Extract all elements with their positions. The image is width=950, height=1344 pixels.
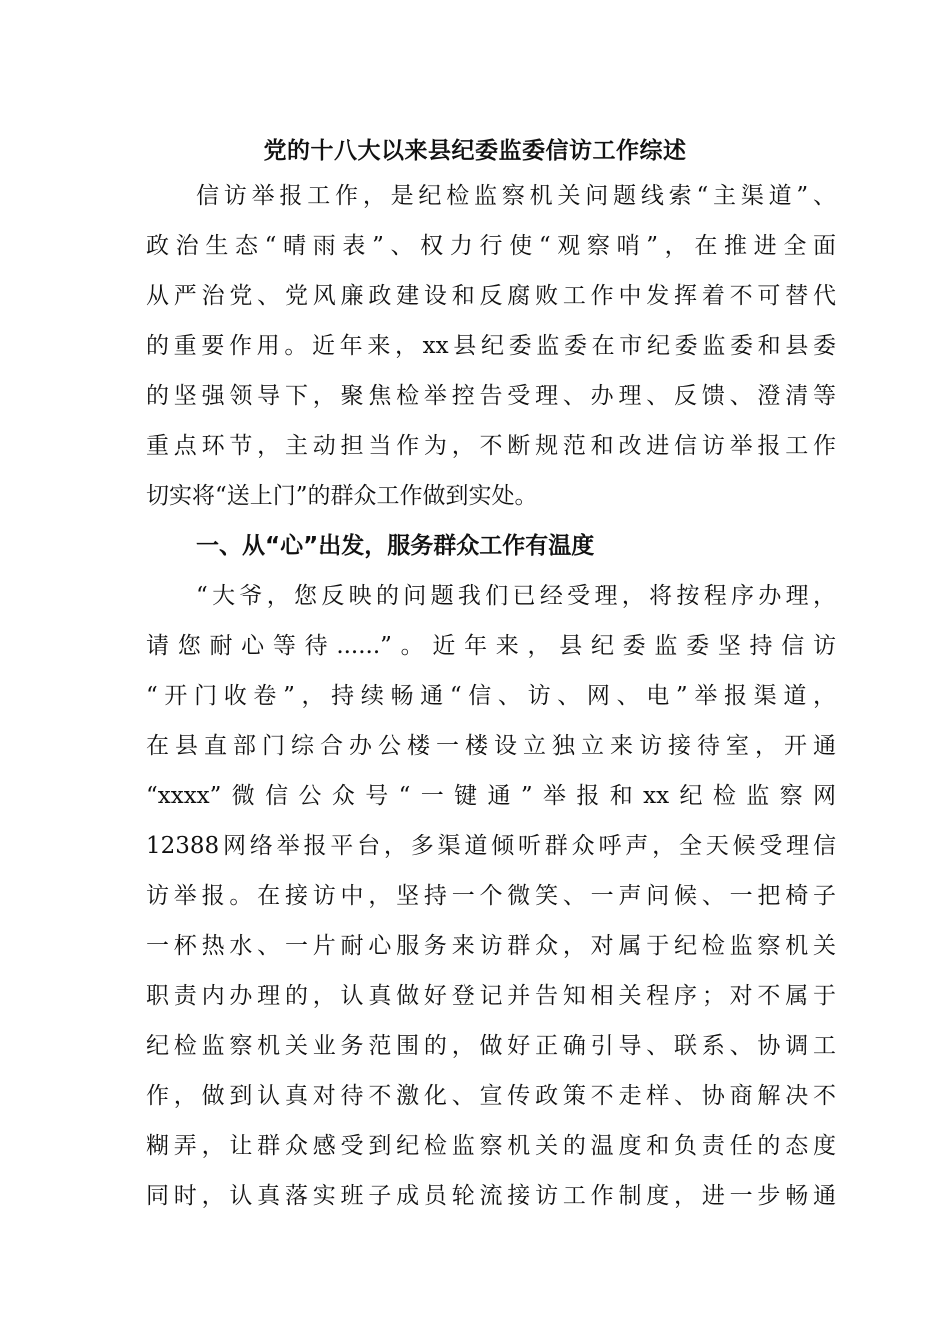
paragraph-2-line-5: “xxxx”微信公众号“一键通”举报和xx纪检监察网	[146, 783, 836, 809]
paragraph-1-line-2: 政治生态“晴雨表”、权力行使“观察哨”，在推进全面	[146, 233, 836, 259]
paragraph-2-line-10: 纪检监察机关业务范围的，做好正确引导、联系、协调工	[146, 1033, 836, 1059]
paragraph-2-line-1: “大爷，您反映的问题我们已经受理，将按程序办理，	[196, 583, 836, 609]
paragraph-1-line-4: 的重要作用。近年来，xx县纪委监委在市纪委监委和县委	[146, 333, 836, 359]
paragraph-2-line-13: 同时，认真落实班子成员轮流接访工作制度，进一步畅通	[146, 1183, 836, 1209]
document-title: 党的十八大以来县纪委监委信访工作综述	[263, 138, 687, 164]
paragraph-2-line-12: 糊弄，让群众感受到纪检监察机关的温度和负责任的态度	[146, 1133, 836, 1159]
paragraph-1-line-7: 切实将“送上门”的群众工作做到实处。	[146, 483, 538, 509]
paragraph-2-line-8: 一杯热水、一片耐心服务来访群众，对属于纪检监察机关	[146, 933, 836, 959]
paragraph-2-line-6: 12388网络举报平台，多渠道倾听群众呼声，全天候受理信	[146, 833, 836, 859]
paragraph-1-line-5: 的坚强领导下，聚焦检举控告受理、办理、反馈、澄清等	[146, 383, 836, 409]
paragraph-2-line-11: 作，做到认真对待不激化、宣传政策不走样、协商解决不	[146, 1083, 836, 1109]
paragraph-1-line-3: 从严治党、党风廉政建设和反腐败工作中发挥着不可替代	[146, 283, 836, 309]
paragraph-2-line-9: 职责内办理的，认真做好登记并告知相关程序；对不属于	[146, 983, 836, 1009]
paragraph-2-line-2: 请您耐心等待......”。近年来，县纪委监委坚持信访	[146, 633, 836, 659]
paragraph-2-line-3: “开门收卷”，持续畅通“信、访、网、电”举报渠道，	[146, 683, 836, 709]
paragraph-1-line-1: 信访举报工作，是纪检监察机关问题线索“主渠道”、	[196, 183, 836, 209]
paragraph-2-line-4: 在县直部门综合办公楼一楼设立独立来访接待室，开通	[146, 733, 836, 759]
paragraph-1-line-6: 重点环节，主动担当作为，不断规范和改进信访举报工作	[146, 433, 836, 459]
paragraph-2-line-7: 访举报。在接访中，坚持一个微笑、一声问候、一把椅子	[146, 883, 836, 909]
section-1-heading: 一、从“心”出发，服务群众工作有温度	[196, 533, 595, 559]
